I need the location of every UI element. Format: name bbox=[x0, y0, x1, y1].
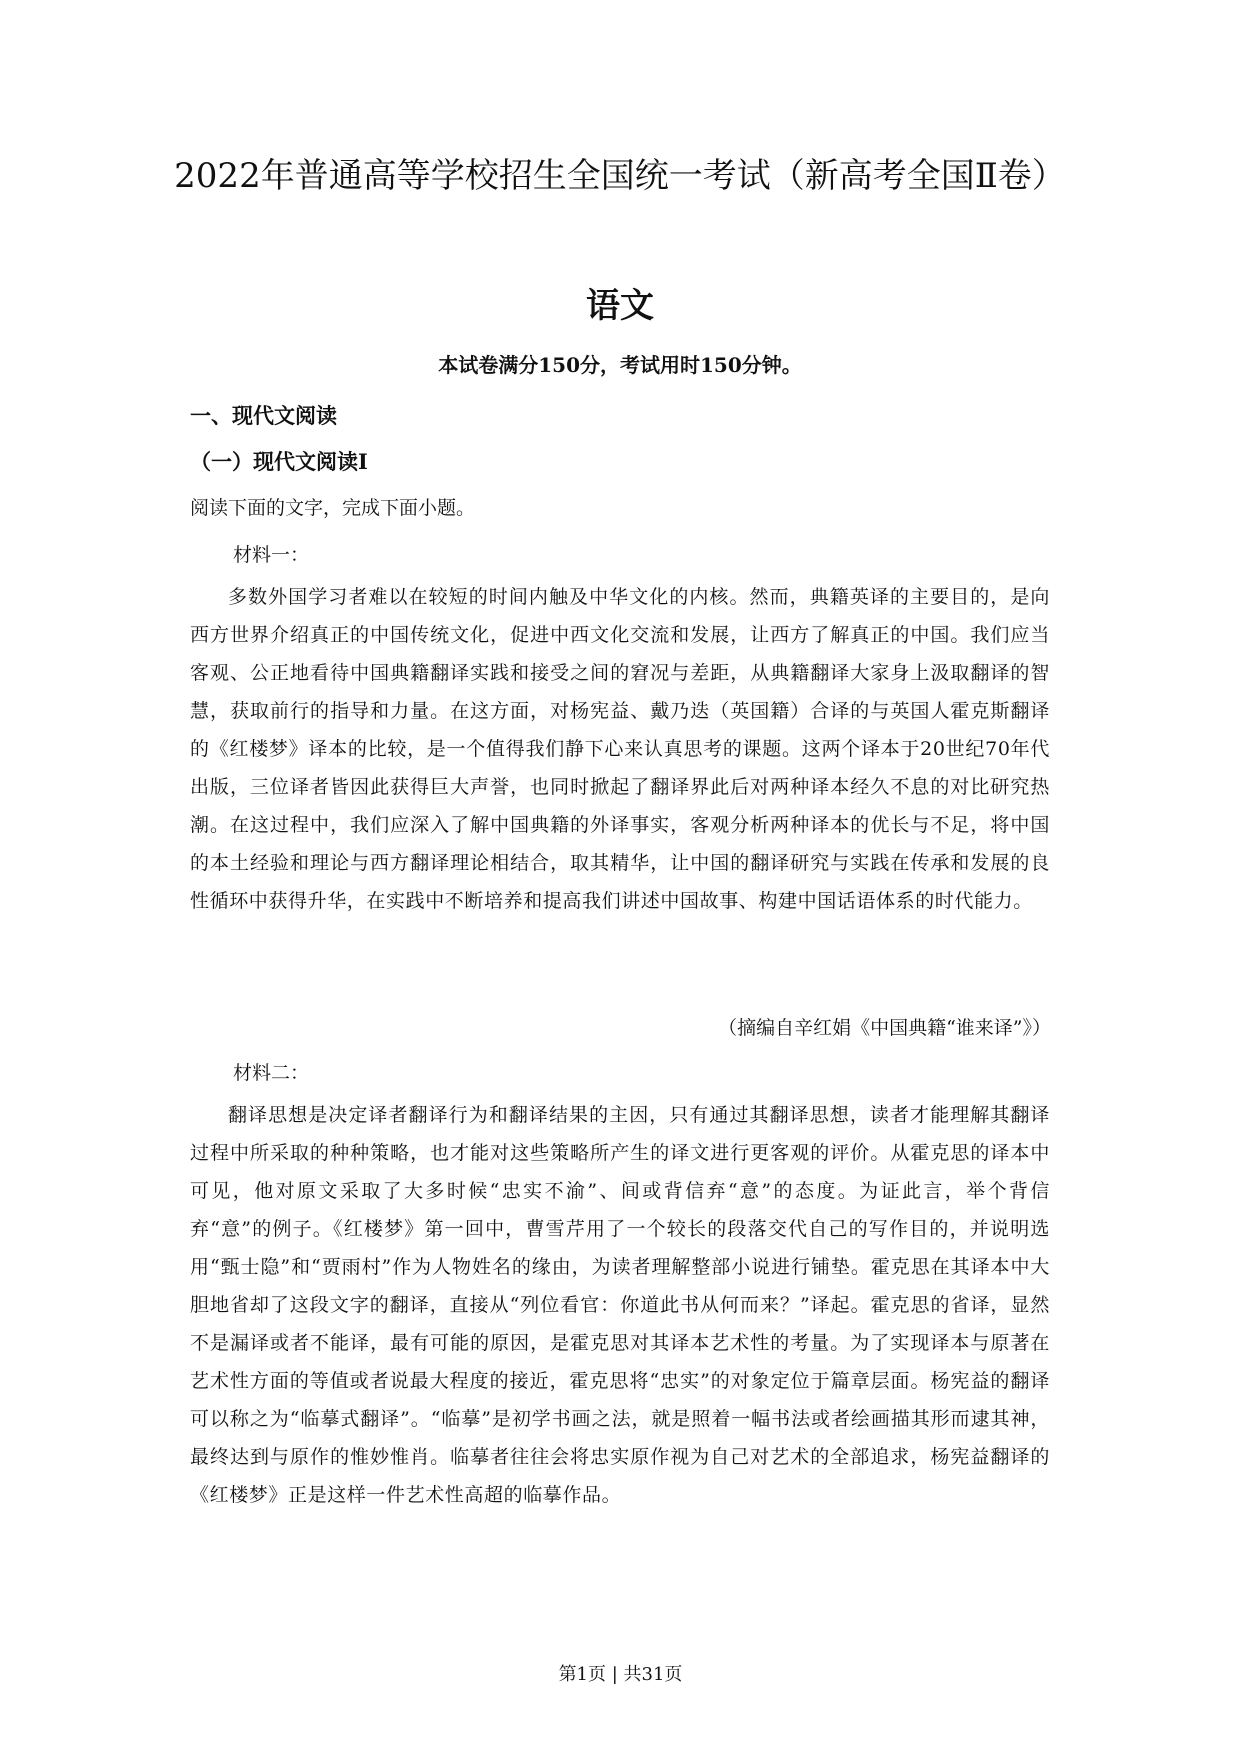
material-two-text: 翻译思想是决定译者翻译行为和翻译结果的主因，只有通过其翻译思想，读者才能理解其翻译过程中所采取的种种策略，也才能对这些策略所产生的译文进行更客观的评价。从霍克思的译本中可见，他对原文采取了大多时候“忠实不渝”、间或背信弃“意”的态度。为证此言，举个背信弃“意”的例子。《红楼梦》第一回中，曹雪芹用了一个较长的段落交代自己的写作目的，并说明选用“甄士隐”和“贾雨村”作为人物姓名的缘由，为读者理解整部小说进行铺垫。霍克思在其译本中大胆地省却了这段文字的翻译，直接从“列位看官：你道此书从何而来？”译起。霍克思的省译，显然不是漏译或者不能译，最有可能的原因，是霍克思对其译本艺术性的考量。为了实现译本与原著在艺术性方面的等值或者说最大程度的接近，霍克思将“忠实”的对象定位于篇章层面。杨宪益的翻译可以称之为“临摹式翻译”。“临摹”是初学书画之法，就是照着一幅书法或者绘画描其形而逮其神，最终达到与原作的惟妙惟肖。临摹者往往会将忠实原作视为自己对艺术的全部追求，杨宪益翻译的《红楼梦》正是这样一件艺术性高超的临摹作品。 bbox=[190, 1104, 1050, 1506]
document-title: 2022年普通高等学校招生全国统一考试（新高考全国Ⅱ卷） bbox=[174, 156, 1066, 196]
page-footer: 第1页 | 共31页 bbox=[558, 1664, 683, 1685]
sub-section-heading: （一）现代文阅读Ⅰ bbox=[190, 449, 368, 474]
section-heading: 一、现代文阅读 bbox=[190, 403, 337, 428]
material-one-label: 材料一： bbox=[233, 544, 310, 566]
material-two-label: 材料二： bbox=[233, 1062, 310, 1084]
exam-info: 本试卷满分150分，考试用时150分钟。 bbox=[438, 353, 802, 377]
material-one-source: （摘编自辛红娟《中国典籍“谁来译”》） bbox=[718, 1017, 1051, 1039]
reading-instruction: 阅读下面的文字，完成下面小题。 bbox=[190, 497, 476, 519]
material-one-text: 多数外国学习者难以在较短的时间内触及中华文化的内核。然而，典籍英译的主要目的，是向西方世界介绍真正的中国传统文化，促进中西文化交流和发展，让西方了解真正的中国。我们应当客观、公正地看待中国典籍翻译实践和接受之间的窘况与差距，从典籍翻译大家身上汲取翻译的智慧，获取前行的指导和力量。在这方面，对杨宪益、戴乃迭（英国籍）合译的与英国人霍克斯翻译的《红楼梦》译本的比较，是一个值得我们静下心来认真思考的课题。这两个译本于20世纪70年代出版，三位译者皆因此获得巨大声誉，也同时掀起了翻译界此后对两种译本经久不息的对比研究热潮。在这过程中，我们应深入了解中国典籍的外译事实，客观分析两种译本的优长与不足，将中国的本土经验和理论与西方翻译理论相结合，取其精华，让中国的翻译研究与实践在传承和发展的良性循环中获得升华，在实践中不断培养和提高我们讲述中国故事、构建中国话语体系的时代能力。 bbox=[190, 586, 1050, 912]
subject-heading: 语文 bbox=[586, 286, 654, 326]
